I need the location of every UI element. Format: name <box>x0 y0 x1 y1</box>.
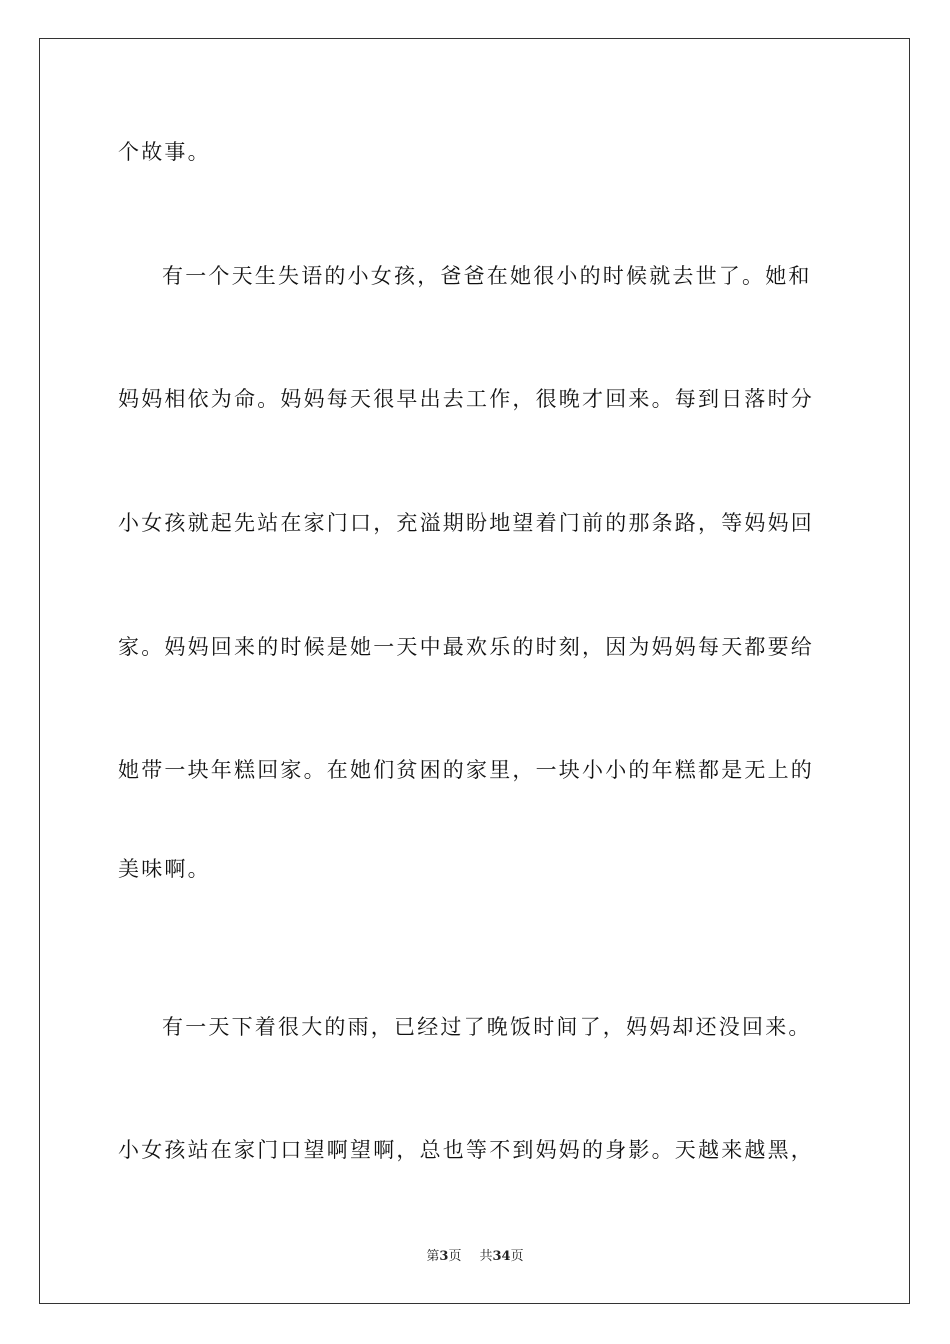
paragraph-1-line-6: 美味啊。 <box>118 857 211 881</box>
paragraph-1-line-5: 她带一块年糕回家。在她们贫困的家里，一块小小的年糕都是无上的 <box>118 758 814 782</box>
text-line-1: 个故事。 <box>118 140 211 164</box>
footer-total-pages: 34 <box>492 1249 511 1264</box>
footer-page-prefix: 第 <box>426 1249 440 1264</box>
footer-total-suffix: 页 <box>510 1249 524 1264</box>
paragraph-2-line-2: 小女孩站在家门口望啊望啊，总也等不到妈妈的身影。天越来越黑， <box>118 1138 814 1162</box>
footer-page-suffix: 页 <box>448 1249 462 1264</box>
page-footer <box>0 1248 950 1266</box>
paragraph-1-line-1: 有一个天生失语的小女孩，爸爸在她很小的时候就去世了。她和 <box>162 264 812 288</box>
paragraph-1-line-3: 小女孩就起先站在家门口，充溢期盼地望着门前的那条路，等妈妈回 <box>118 511 814 535</box>
paragraph-2-line-1: 有一天下着很大的雨，已经过了晚饭时间了，妈妈却还没回来。 <box>162 1015 812 1039</box>
page-border <box>39 38 910 1304</box>
paragraph-1-line-2: 妈妈相依为命。妈妈每天很早出去工作，很晚才回来。每到日落时分 <box>118 387 814 411</box>
paragraph-1-line-4: 家。妈妈回来的时候是她一天中最欢乐的时刻，因为妈妈每天都要给 <box>118 635 814 659</box>
footer-total-prefix: 共 <box>479 1249 493 1264</box>
footer-page-number: 3 <box>439 1249 449 1264</box>
